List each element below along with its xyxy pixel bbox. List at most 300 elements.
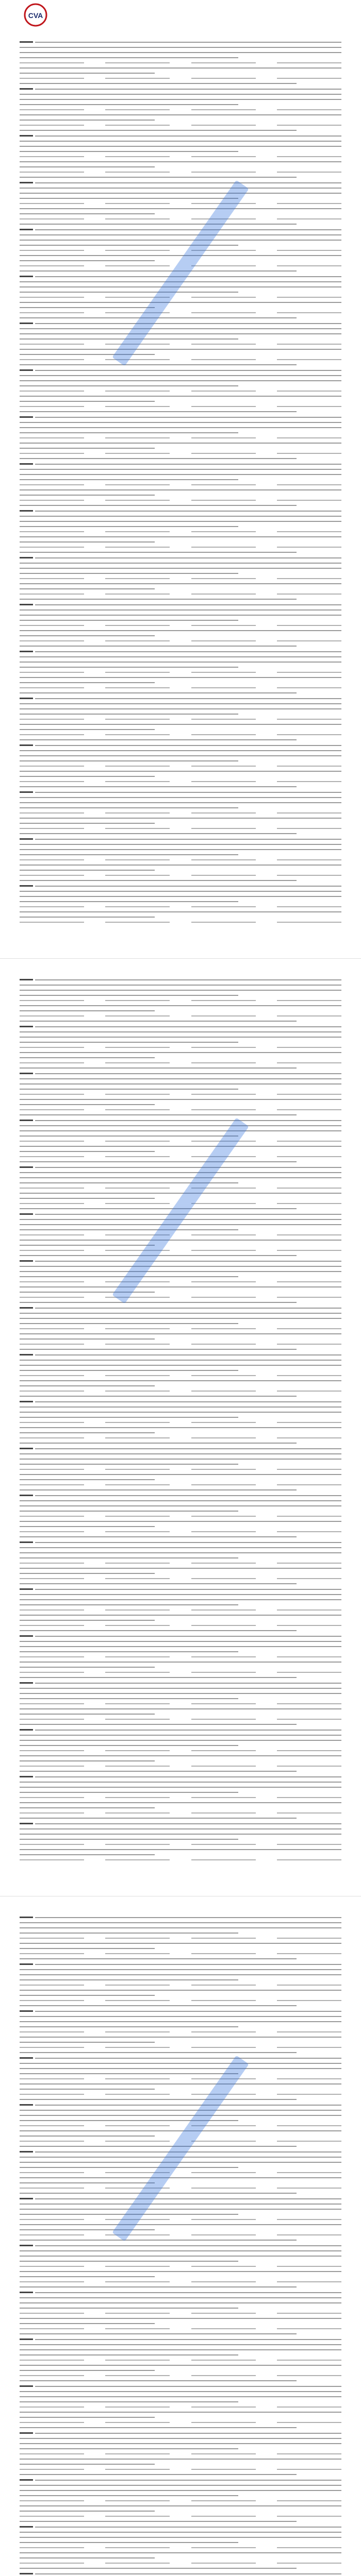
answer-option (191, 875, 256, 876)
answer-option (277, 2188, 341, 2189)
question-line (20, 229, 341, 230)
answer-options (20, 437, 341, 438)
subject-line (20, 24, 341, 30)
question-text (35, 651, 341, 652)
text-line (20, 620, 238, 621)
answer-option (277, 1094, 341, 1095)
answer-option (105, 2219, 170, 2220)
answer-option (191, 2500, 256, 2501)
answer-option (105, 172, 170, 173)
answer-options (20, 2500, 341, 2501)
text-line (20, 760, 238, 761)
answer-option (277, 1859, 341, 1860)
answer-option (105, 2328, 170, 2329)
answer-option (277, 2469, 341, 2470)
question-line (20, 2573, 341, 2574)
question-number (20, 1120, 33, 1121)
answer-option (277, 2047, 341, 2048)
question-number (20, 1729, 33, 1731)
answer-option (105, 156, 170, 157)
text-line (20, 656, 341, 657)
answer-option (20, 2031, 84, 2032)
answer-option (105, 203, 170, 204)
answer-option (191, 1188, 256, 1189)
answer-option (105, 1656, 170, 1657)
answer-option (20, 766, 84, 767)
text-line (20, 516, 341, 517)
question-number (20, 1260, 33, 1262)
text-line (20, 739, 297, 740)
question-number (20, 1541, 33, 1543)
question-text (35, 2198, 341, 2199)
answer-option (105, 359, 170, 360)
answer-option (20, 828, 84, 829)
answer-option (277, 484, 341, 485)
answer-option (105, 1563, 170, 1564)
text-line (20, 521, 341, 522)
answer-option (20, 2547, 84, 2548)
answer-option (105, 2469, 170, 2470)
answer-option (105, 531, 170, 532)
answer-options (20, 1437, 341, 1438)
question-text (35, 2386, 341, 2387)
question-line (20, 744, 341, 746)
question-line (20, 41, 341, 43)
answer-option (277, 1750, 341, 1751)
question-line (20, 2104, 341, 2106)
question-text (35, 229, 341, 230)
text-line (20, 260, 155, 261)
answer-option (277, 2219, 341, 2220)
text-line (20, 2344, 341, 2345)
answer-option (20, 1234, 84, 1235)
answer-options (20, 1672, 341, 1673)
answer-option (105, 312, 170, 313)
text-line (20, 2068, 341, 2069)
answer-option (191, 2469, 256, 2470)
question-number (20, 2573, 33, 2574)
answer-option (191, 1797, 256, 1798)
text-line (20, 307, 155, 308)
answer-options (20, 406, 341, 407)
question-number (20, 1917, 33, 1918)
answer-option (277, 1672, 341, 1673)
text-line (20, 1333, 341, 1334)
answer-option (105, 2094, 170, 2095)
answer-options (20, 1484, 341, 1485)
answer-options (20, 2234, 341, 2235)
answer-option (277, 922, 341, 923)
text-line (20, 1974, 341, 1975)
answer-option (105, 812, 170, 814)
answer-option (277, 2547, 341, 2548)
question-number (20, 1354, 33, 1355)
answer-option (277, 1047, 341, 1048)
answer-options (20, 1531, 341, 1532)
answer-options (20, 109, 341, 110)
answer-options (20, 1375, 341, 1376)
text-line (20, 1724, 297, 1725)
answer-option (191, 2031, 256, 2032)
question-text (35, 2527, 341, 2528)
answer-option (191, 2000, 256, 2001)
answer-option (191, 2125, 256, 2126)
text-line (20, 1667, 155, 1668)
answer-options (20, 547, 341, 548)
text-line (20, 1651, 238, 1652)
answer-option (191, 406, 256, 407)
answer-option (191, 453, 256, 454)
question-text (35, 2292, 341, 2293)
text-line (20, 2349, 341, 2350)
answer-option (20, 1015, 84, 1016)
answer-option (20, 172, 84, 173)
answer-option (20, 2313, 84, 2314)
answer-option (20, 2172, 84, 2173)
answer-option (20, 2141, 84, 2142)
text-line (20, 385, 238, 386)
answer-option (277, 1938, 341, 1939)
text-line (20, 901, 238, 902)
text-line (20, 1010, 155, 1011)
answer-option (20, 1250, 84, 1251)
answer-option (277, 1656, 341, 1657)
text-line (20, 2438, 341, 2439)
answer-option (20, 594, 84, 595)
answer-option (20, 1422, 84, 1423)
text-line (20, 526, 238, 527)
question-number (20, 1026, 33, 1027)
answer-option (105, 1766, 170, 1767)
question-number (20, 557, 33, 558)
answer-option (277, 297, 341, 298)
answer-options (20, 672, 341, 673)
text-line (20, 724, 341, 725)
answer-options (20, 265, 341, 266)
answer-option (191, 2406, 256, 2408)
question-text (35, 1823, 341, 1824)
question-text (35, 511, 341, 512)
answer-option (105, 1703, 170, 1704)
answer-option (277, 2500, 341, 2501)
question-number (20, 182, 33, 183)
answer-option (20, 812, 84, 814)
answer-options (20, 1656, 341, 1657)
question-number (20, 2010, 33, 2012)
answer-option (191, 625, 256, 626)
question-text (35, 698, 341, 699)
text-line (20, 375, 341, 376)
answer-option (191, 172, 256, 173)
text-line (20, 1292, 155, 1293)
answer-option (277, 734, 341, 735)
text-line (20, 177, 297, 178)
answer-option (277, 640, 341, 641)
answer-option (277, 766, 341, 767)
answer-option (105, 859, 170, 860)
text-line (20, 1177, 341, 1178)
answer-options (20, 359, 341, 360)
text-line (20, 1083, 341, 1084)
answer-options (20, 1985, 341, 1986)
answer-option (105, 828, 170, 829)
answer-option (20, 2328, 84, 2329)
question-number (20, 369, 33, 371)
answer-option (191, 1484, 256, 1485)
answer-options (20, 531, 341, 532)
text-line (20, 1646, 341, 1647)
question-number (20, 2245, 33, 2246)
question-line (20, 1448, 341, 1449)
answer-options (20, 2453, 341, 2454)
text-line (20, 667, 238, 668)
answer-options (20, 1719, 341, 1720)
answer-option (20, 1391, 84, 1392)
text-line (20, 1464, 238, 1465)
question-line (20, 557, 341, 558)
text-line (20, 2552, 341, 2553)
text-line (20, 2318, 341, 2319)
answer-options (20, 734, 341, 735)
question-text (35, 2339, 341, 2340)
answer-options (20, 500, 341, 501)
answer-option (105, 672, 170, 673)
answer-options (20, 1391, 341, 1392)
answer-option (191, 1437, 256, 1438)
answer-options (20, 1422, 341, 1423)
answer-option (191, 1938, 256, 1939)
answer-option (20, 2469, 84, 2470)
answer-option (20, 2094, 84, 2095)
answer-option (277, 1625, 341, 1626)
answer-option (105, 1437, 170, 1438)
text-line (20, 2365, 341, 2366)
answer-option (191, 1328, 256, 1329)
answer-option (277, 2031, 341, 2032)
text-line (20, 833, 297, 834)
answer-option (191, 109, 256, 110)
text-line (20, 302, 341, 303)
text-line (20, 1547, 341, 1548)
answer-options (20, 625, 341, 626)
answer-options (20, 1625, 341, 1626)
question-number (20, 463, 33, 465)
text-line (20, 1927, 341, 1928)
text-line (20, 1620, 155, 1621)
text-line (20, 1849, 341, 1850)
text-line (20, 588, 155, 589)
answer-option (20, 109, 84, 110)
text-line (20, 1427, 341, 1428)
text-line (20, 1136, 238, 1137)
answer-option (105, 2360, 170, 2361)
question-number (20, 2104, 33, 2106)
text-line (20, 2167, 238, 2168)
answer-option (277, 1844, 341, 1845)
text-line (20, 880, 297, 881)
question-number (20, 1213, 33, 1215)
text-line (20, 1172, 341, 1173)
text-line (20, 2182, 155, 2183)
answer-option (277, 875, 341, 876)
answer-option (20, 2406, 84, 2408)
text-line (20, 1505, 341, 1506)
text-line (20, 1854, 155, 1855)
answer-option (191, 125, 256, 126)
answer-option (277, 594, 341, 595)
answer-option (20, 265, 84, 266)
answer-option (105, 2172, 170, 2173)
question-line (20, 885, 341, 887)
answer-options (20, 1094, 341, 1095)
answer-options (20, 1578, 341, 1579)
text-line (20, 166, 155, 167)
question-line (20, 416, 341, 418)
answer-option (191, 1531, 256, 1532)
answer-option (20, 2563, 84, 2564)
question-line (20, 135, 341, 137)
answer-option (277, 812, 341, 814)
question-text (35, 2058, 341, 2059)
answer-option (105, 766, 170, 767)
question-line (20, 1963, 341, 1965)
answer-option (191, 1719, 256, 1720)
text-line (20, 802, 341, 803)
text-line (20, 1078, 341, 1079)
answer-options (20, 297, 341, 298)
answer-option (277, 62, 341, 63)
text-line (20, 1229, 238, 1230)
text-line (20, 807, 238, 808)
text-line (20, 2204, 341, 2205)
text-line (20, 1922, 341, 1923)
answer-option (191, 2047, 256, 2048)
text-line (20, 396, 341, 397)
question-number (20, 1776, 33, 1777)
text-line (20, 2297, 341, 2298)
answer-options (20, 78, 341, 79)
text-line (20, 489, 341, 490)
question-text (35, 323, 341, 324)
text-line (20, 1125, 341, 1126)
answer-option (191, 1578, 256, 1579)
answer-option (277, 2328, 341, 2329)
answer-option (277, 265, 341, 266)
answer-option (191, 906, 256, 907)
text-line (20, 662, 341, 663)
text-line (20, 99, 341, 100)
question-number (20, 791, 33, 793)
text-line (20, 2370, 155, 2371)
answer-option (277, 2360, 341, 2361)
question-line (20, 651, 341, 652)
text-line (20, 541, 155, 543)
question-text (35, 1917, 341, 1918)
text-line (20, 1266, 341, 1267)
answer-option (20, 62, 84, 63)
answer-options (20, 687, 341, 688)
text-line (20, 1052, 341, 1053)
answer-options (20, 2422, 341, 2423)
text-line (20, 1453, 341, 1454)
answer-option (20, 875, 84, 876)
text-line (20, 1828, 341, 1829)
answer-option (20, 2422, 84, 2423)
answer-option (20, 1047, 84, 1048)
text-line (20, 1240, 341, 1241)
answer-options (20, 2047, 341, 2048)
text-line (20, 73, 155, 74)
answer-option (277, 1281, 341, 1282)
answer-option (105, 1609, 170, 1611)
question-number (20, 1823, 33, 1824)
text-line (20, 1969, 341, 1970)
answer-options (20, 484, 341, 485)
answer-option (20, 1797, 84, 1798)
answer-options (20, 2469, 341, 2470)
answer-option (191, 1094, 256, 1095)
answer-option (191, 2172, 256, 2173)
text-line (20, 224, 297, 225)
answer-option (20, 1109, 84, 1110)
text-line (20, 1271, 341, 1272)
answer-option (20, 719, 84, 720)
text-line (20, 1933, 238, 1934)
answer-options (20, 2172, 341, 2173)
question-text (35, 1214, 341, 1215)
text-line (20, 714, 238, 715)
answer-option (20, 297, 84, 298)
text-line (20, 1568, 341, 1569)
answer-option (20, 203, 84, 204)
text-line (20, 1224, 341, 1225)
answer-option (105, 687, 170, 688)
question-text (35, 42, 341, 43)
text-line (20, 2146, 297, 2147)
answer-option (105, 1203, 170, 1204)
answer-option (191, 640, 256, 641)
text-line (20, 1979, 238, 1980)
page-divider (0, 958, 361, 959)
answer-options (20, 1250, 341, 1251)
answer-option (191, 1297, 256, 1298)
text-line (20, 583, 341, 584)
text-line (20, 1318, 341, 1319)
answer-option (20, 1156, 84, 1157)
text-line (20, 1114, 297, 1115)
text-line (20, 443, 341, 444)
question-line (20, 1495, 341, 1496)
answer-option (277, 203, 341, 204)
answer-option (105, 1297, 170, 1298)
answer-option (105, 453, 170, 454)
text-line (20, 2391, 341, 2392)
text-line (20, 844, 341, 845)
answer-option (277, 906, 341, 907)
answer-options (20, 1703, 341, 1704)
text-line (20, 2083, 341, 2084)
text-line (20, 2511, 155, 2512)
question-line (20, 1354, 341, 1355)
question-line (20, 2151, 341, 2153)
text-line (20, 1573, 155, 1574)
text-line (20, 1745, 238, 1746)
question-text (35, 1776, 341, 1777)
answer-option (105, 1281, 170, 1282)
answer-option (191, 1391, 256, 1392)
header-text (20, 3, 341, 30)
answer-option (191, 1672, 256, 1673)
